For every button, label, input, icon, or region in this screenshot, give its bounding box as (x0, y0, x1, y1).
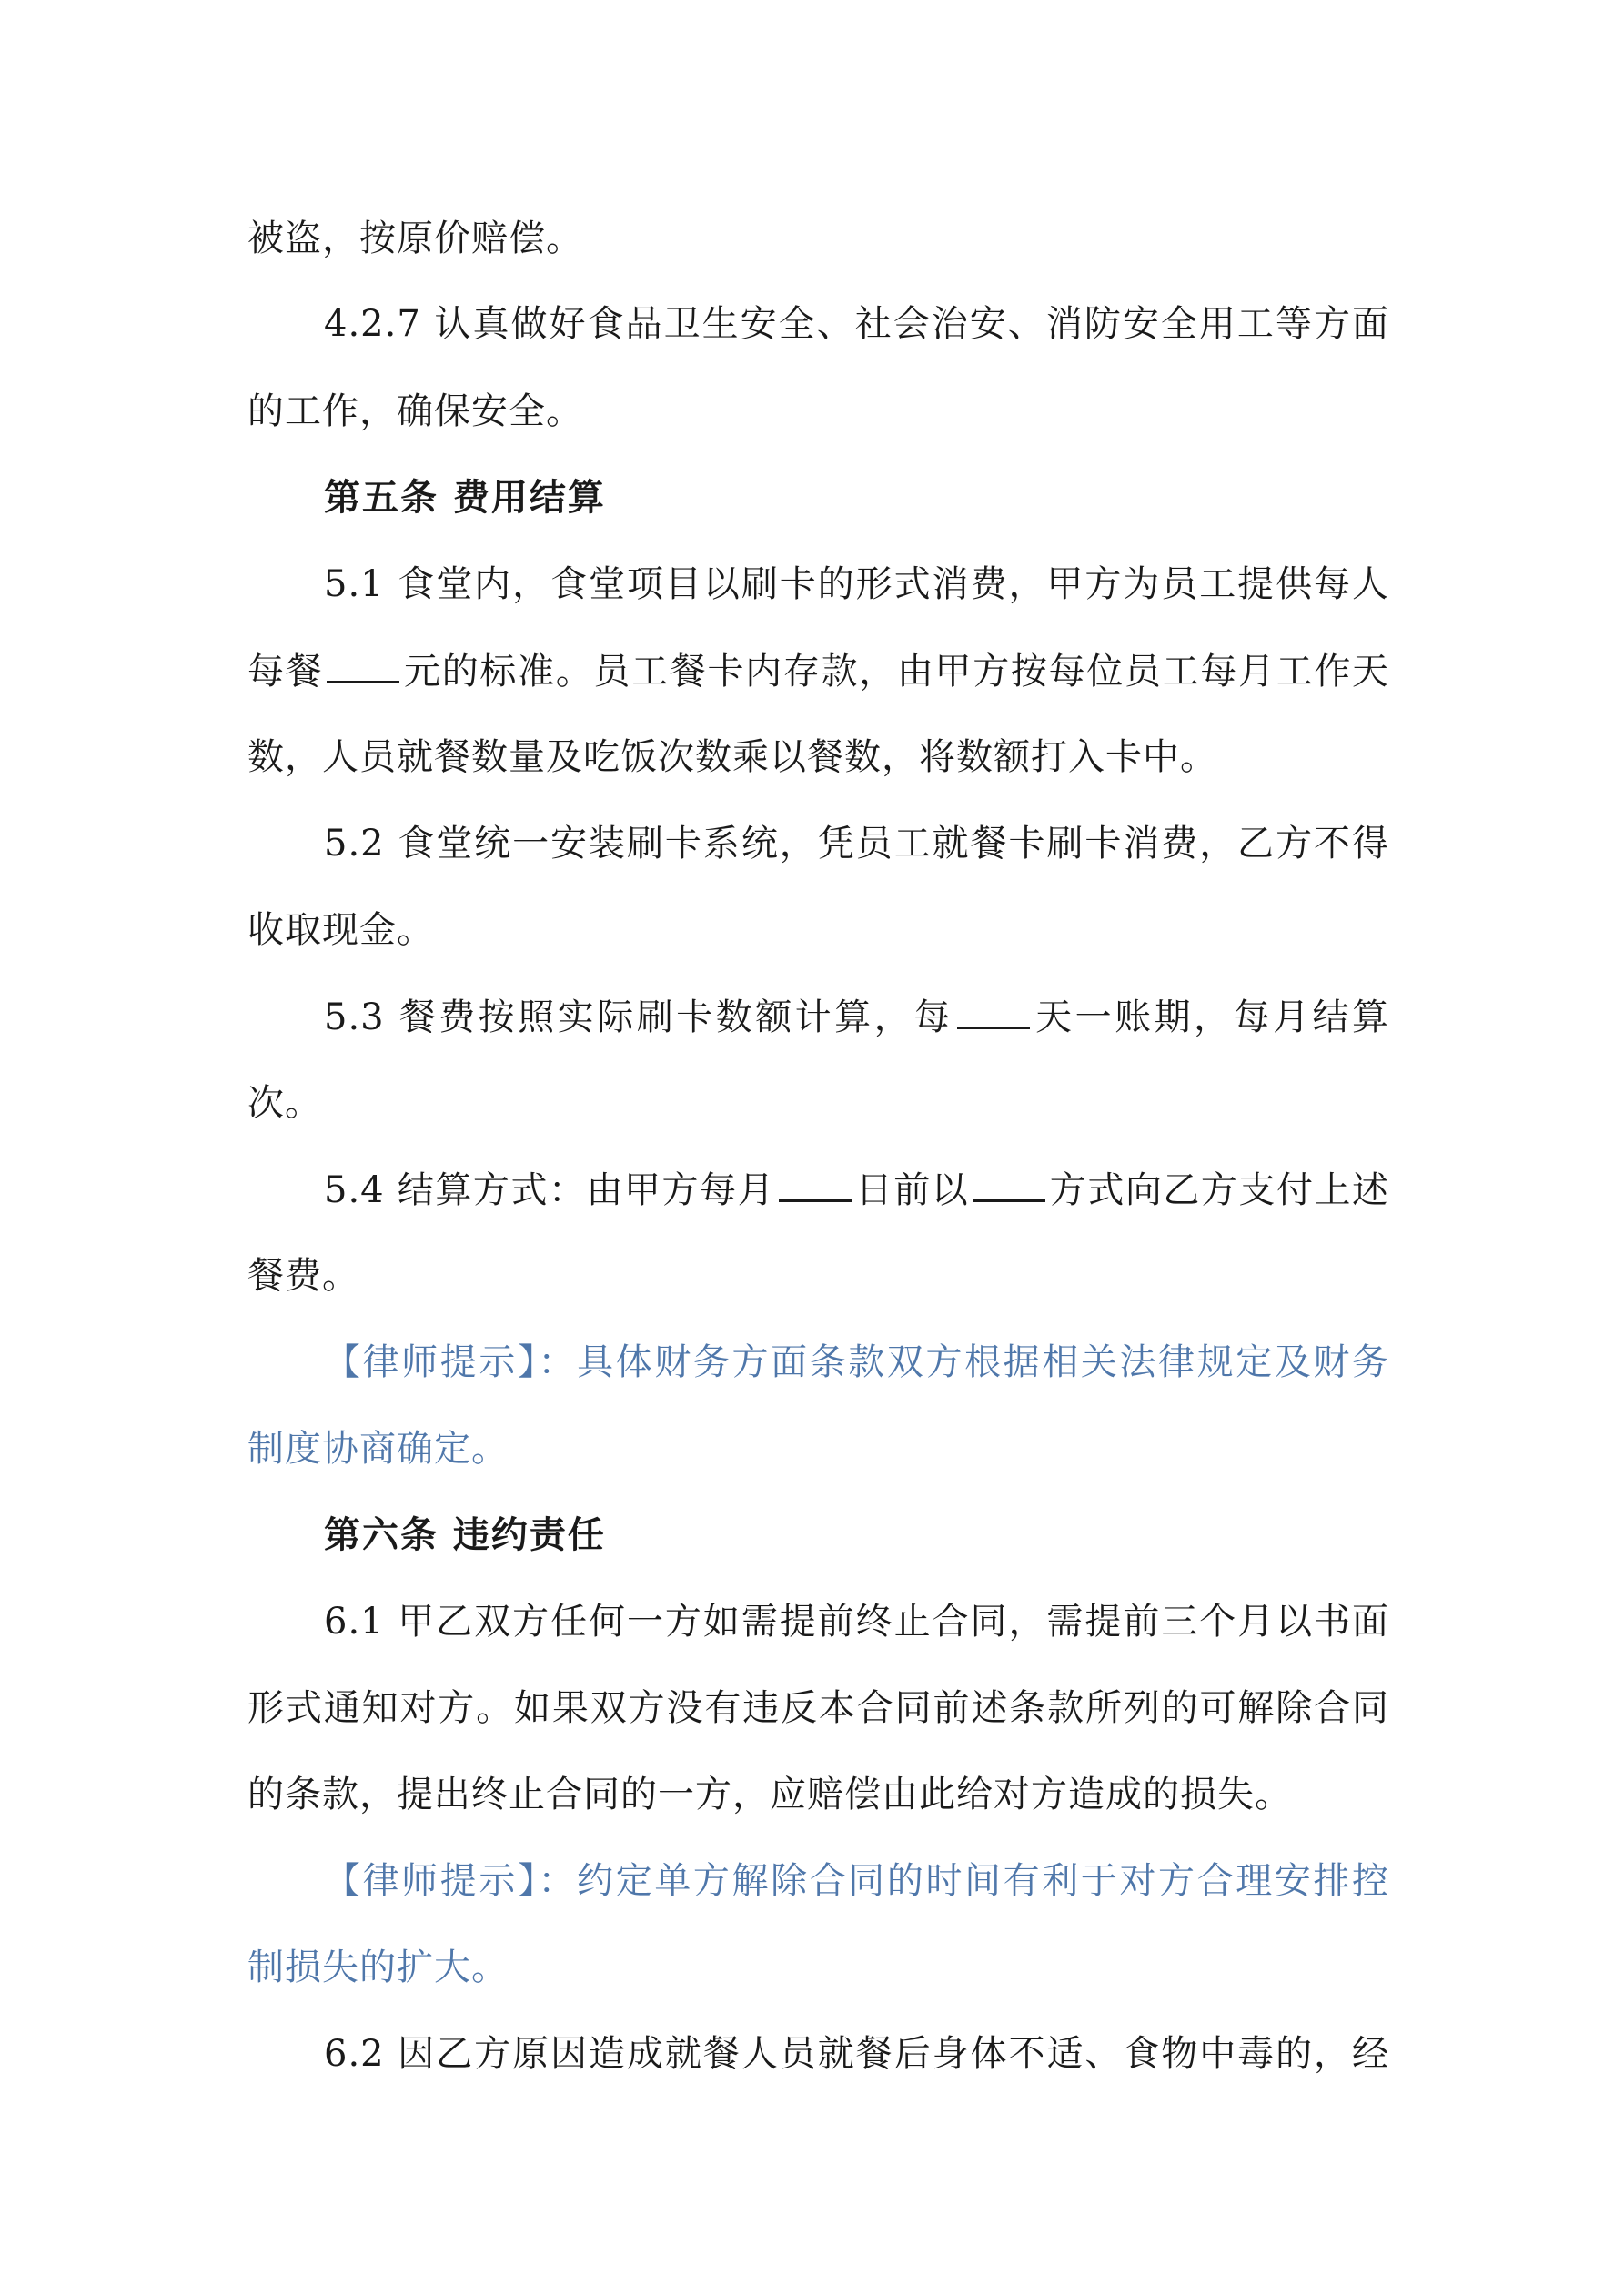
text-segment: 每餐 (247, 651, 324, 693)
text-line: 4.2.7 认真做好食品卫生安全、社会治安、消防安全用工等方面 (324, 303, 1389, 345)
text-line (247, 648, 1389, 694)
text-line: 的条款，提出终止合同的一方，应赔偿由此给对方造成的损失。 (247, 1774, 1292, 1816)
text-segment: 天一账期，每月结算 (1033, 996, 1390, 1038)
text-segment: 日前以 (855, 1169, 970, 1211)
text-segment: 元的标准。员工餐卡内存款，由甲方按每位员工每月工作天 (403, 651, 1390, 693)
text-line: 形式通知对方。如果双方没有违反本合同前述条款所列的可解除合同 (247, 1687, 1389, 1729)
text-line: 收取现金。 (247, 909, 434, 951)
fill-blank (779, 1167, 852, 1202)
section-heading-6: 第六条 违约责任 (324, 1513, 606, 1556)
text-segment: 5.4 结算方式：由甲方每月 (324, 1169, 776, 1211)
lawyer-tip: 制度协商确定。 (247, 1428, 509, 1470)
fill-blank (327, 648, 399, 683)
text-line (324, 1167, 1389, 1213)
fill-blank (957, 994, 1030, 1029)
lawyer-tip: 【律师提示】：具体财务方面条款双方根据相关法律规定及财务 (324, 1341, 1389, 1383)
text-line: 6.2 因乙方原因造成就餐人员就餐后身体不适、食物中毒的，经 (324, 2033, 1389, 2075)
text-segment: 方式向乙方支付上述 (1049, 1169, 1390, 1211)
text-line: 的工作，确保安全。 (247, 390, 583, 432)
lawyer-tip: 制损失的扩大。 (247, 1947, 509, 1988)
text-segment: 5.3 餐费按照实际刷卡数额计算，每 (324, 996, 953, 1038)
lawyer-tip: 【律师提示】：约定单方解除合同的时间有利于对方合理安排控 (324, 1860, 1389, 1902)
text-line: 5.1 食堂内，食堂项目以刷卡的形式消费，甲方为员工提供每人 (324, 563, 1389, 605)
text-line: 次。 (247, 1082, 322, 1124)
text-line: 6.1 甲乙双方任何一方如需提前终止合同，需提前三个月以书面 (324, 1601, 1389, 1643)
fill-blank (973, 1167, 1045, 1202)
text-line (324, 994, 1389, 1040)
text-line: 数，人员就餐数量及吃饭次数乘以餐数，将数额打入卡中。 (247, 736, 1217, 778)
text-line: 餐费。 (247, 1255, 359, 1297)
section-heading-5: 第五条 费用结算 (324, 476, 606, 519)
text-line: 5.2 食堂统一安装刷卡系统，凭员工就餐卡刷卡消费，乙方不得 (324, 823, 1389, 865)
text-line: 被盗，按原价赔偿。 (247, 217, 583, 259)
